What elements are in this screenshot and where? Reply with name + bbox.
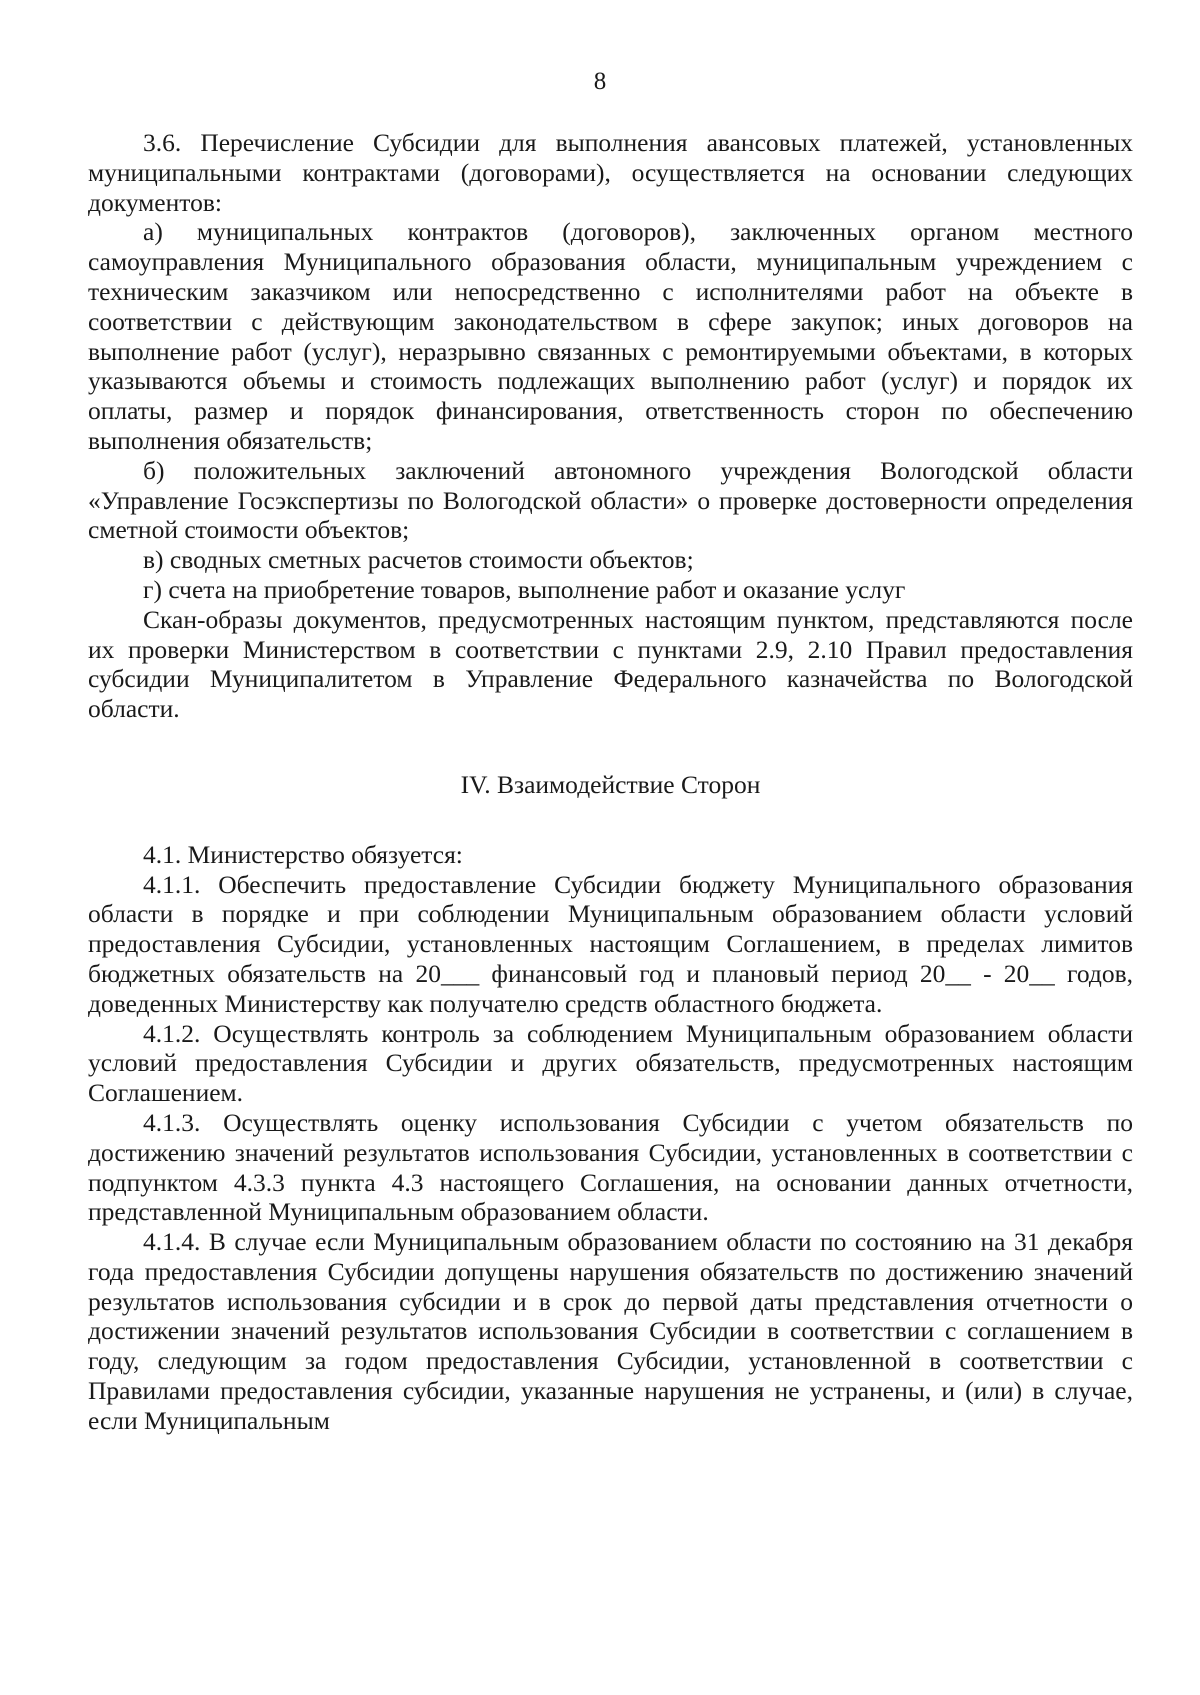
- page-number: 8: [593, 68, 607, 95]
- section-title: IV. Взаимодействие Сторон: [460, 769, 761, 799]
- paragraph-4-1-3: 4.1.3. Осуществлять оценку использования Субсидии с учетом обязательств по достижению значений результатов использования Субсидии, установленных в соответствии с подпунктом 4.3.3 пункта 4.3 настоящего Соглашения, на основании данных отчетности, представленной Муниципальным образованием области.: [88, 1107, 1133, 1227]
- paragraph-3-6: 3.6. Перечисление Субсидии для выполнения авансовых платежей, установленных муниципальными контрактами (договорами), осуществляется на основании следующих документов:: [88, 128, 1133, 217]
- paragraph-4-1-1: 4.1.1. Обеспечить предоставление Субсидии бюджету Муниципального образования области в порядке и при соблюдении Муниципальным образованием области условий предоставления Субсидии, установленных настоящим Соглашением, в пределах лимитов бюджетных обязательств на 20___ финансовый год и плановый период 20__ - 20__ годов, доведенных Министерству как получателю средств областного бюджета.: [88, 869, 1133, 1018]
- paragraph-4-1-2: 4.1.2. Осуществлять контроль за соблюдением Муниципальным образованием области условий предоставления Субсидии и других обязательств, предусмотренных настоящим Соглашением.: [88, 1018, 1133, 1108]
- paragraph-scans: Скан-образы документов, предусмотренных настоящим пунктом, представляются после их проверки Министерством в соответствии с пунктами 2.9, 2.10 Правил предоставления субсидии Муниципалитетом в Управление Федерального казначейства по Вологодской области.: [88, 604, 1133, 724]
- list-item-g: г) счета на приобретение товаров, выполнение работ и оказание услуг: [143, 574, 906, 604]
- list-item-b: б) положительных заключений автономного учреждения Вологодской области «Управление Госэкспертизы по Вологодской области» о проверке достоверности определения сметной стоимости объектов;: [88, 455, 1133, 545]
- document-body: [88, 128, 1133, 1436]
- paragraph-4-1-4: 4.1.4. В случае если Муниципальным образованием области по состоянию на 31 декабря года предоставления Субсидии допущены нарушения обязательств по достижению значений результатов использования субсидии и в срок до первой даты представления отчетности о достижении значений результатов использования Субсидии в соответствии с соглашением в году, следующим за годом предоставления Субсидии, установленной в соответствии с Правилами предоставления субсидии, указанные нарушения не устранены, и (или) в случае, если Муниципальным: [88, 1227, 1133, 1435]
- paragraph-4-1: 4.1. Министерство обязуется:: [143, 839, 463, 869]
- list-item-a: а) муниципальных контрактов (договоров), заключенных органом местного самоуправления Муниципального образования области, муниципальным учреждением с техническим заказчиком или непосредственно с исполнителями работ на объекте в соответствии с действующим законодательством в сфере закупок; иных договоров на выполнение работ (услуг), неразрывно связанных с ремонтируемыми объектами, в которых указываются объемы и стоимость подлежащих выполнению работ (услуг) и порядок их оплаты, размер и порядок финансирования, ответственность сторон по обеспечению выполнения обязательств;: [88, 217, 1133, 455]
- list-item-v: в) сводных сметных расчетов стоимости объектов;: [143, 545, 694, 575]
